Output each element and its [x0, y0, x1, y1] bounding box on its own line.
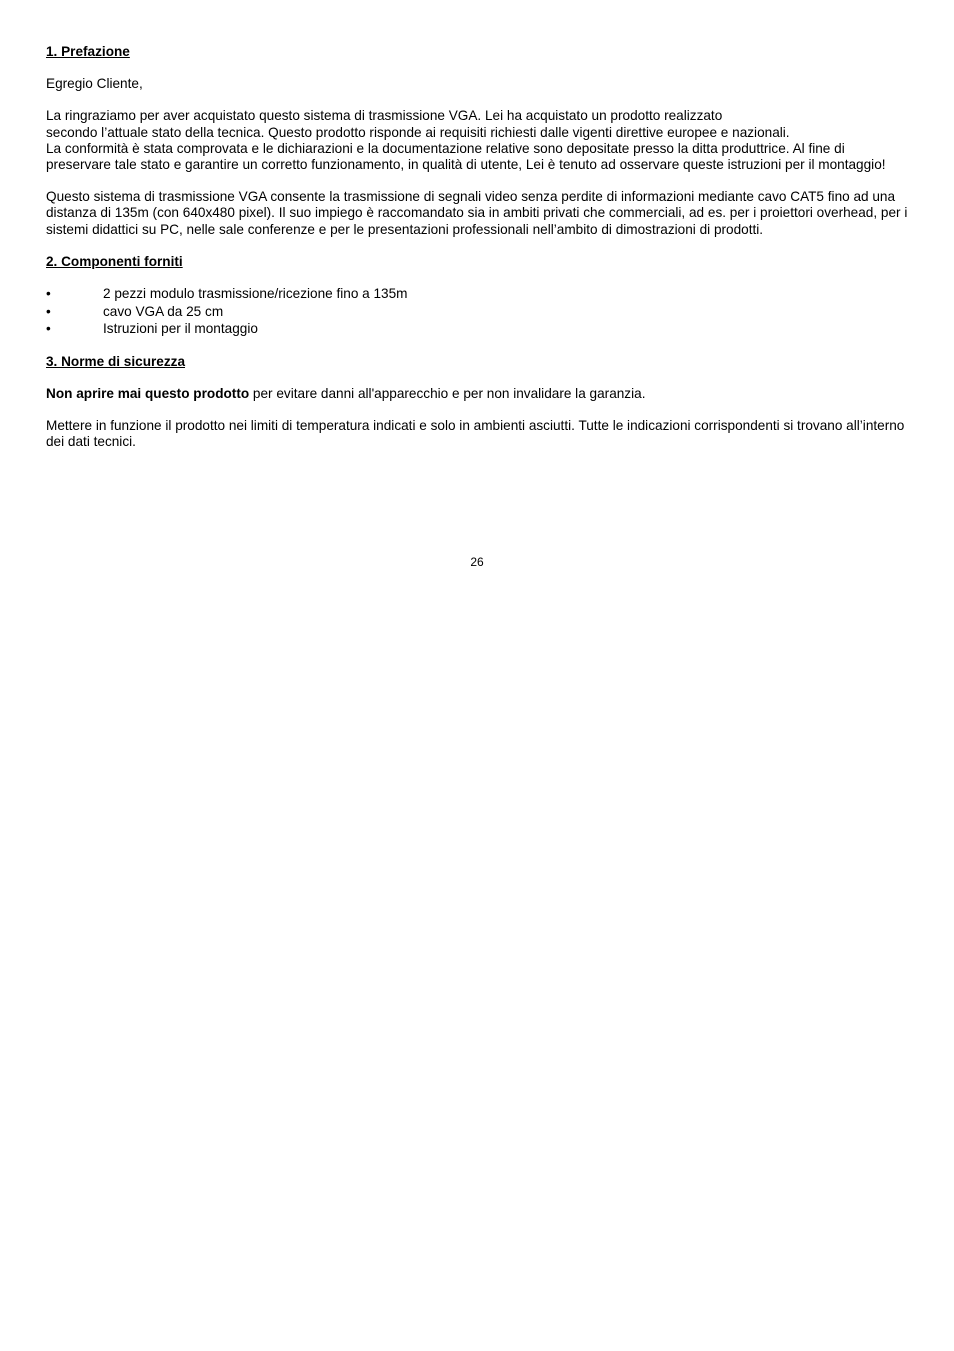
list-item-label: cavo VGA da 25 cm	[103, 303, 224, 319]
list-item-label: Istruzioni per il montaggio	[103, 321, 258, 337]
description-paragraph: Questo sistema di trasmissione VGA consente la trasmissione di segnali video senza perdite di informazioni mediante cavo CAT5 fino ad una distanza di 135m (con 640x480 pixel). Il suo impiego è raccomandato sia in ambiti privati che commerciali, ad es. per i proiettori overhead, per i sistemi didattici su PC, nelle sale conferenze e per le presentazioni professionali nell’ambito di dimostrazioni di prodotti.	[46, 189, 908, 237]
list-item	[46, 304, 912, 320]
section-heading-sicurezza: 3. Norme di sicurezza	[46, 353, 186, 369]
list-item	[46, 286, 912, 302]
bullet-icon: •	[46, 321, 51, 337]
intro-line-3: La conformità è stata comprovata e le dichiarazioni e la documentazione relative sono depositate presso la ditta produttrice. Al fine di preservare tale stato e garantire un corretto funzionamento, in qualità di utente, Lei è tenuto ad osservare queste istruzioni per il montaggio!	[46, 140, 886, 173]
components-list	[46, 286, 912, 338]
safety-conditions-paragraph: Mettere in funzione il prodotto nei limiti di temperatura indicati e solo in ambienti asciutti. Tutte le indicazioni corrispondenti si trovano all’interno dei dati tecnici.	[46, 418, 905, 450]
safety-warning-rest: per evitare danni all'apparecchio e per non invalidare la garanzia.	[249, 385, 646, 401]
intro-line-1: La ringraziamo per aver acquistato questo sistema di trasmissione VGA. Lei ha acquistato un prodotto realizzato	[46, 108, 723, 124]
safety-warning-paragraph	[46, 386, 912, 402]
greeting: Egregio Cliente,	[46, 76, 143, 92]
page-number: 26	[470, 555, 484, 569]
list-item-label: 2 pezzi modulo trasmissione/ricezione fino a 135m	[103, 286, 408, 302]
intro-line-2: secondo l’attuale stato della tecnica. Questo prodotto risponde ai requisiti richiesti dalle vigenti direttive europee e nazionali.	[46, 124, 790, 140]
list-item	[46, 321, 912, 337]
section-heading-componenti: 2. Componenti forniti	[46, 253, 183, 269]
section-heading-prefazione: 1. Prefazione	[46, 44, 130, 59]
bullet-icon: •	[46, 303, 51, 319]
bullet-icon: •	[46, 286, 51, 302]
intro-paragraph	[46, 108, 912, 173]
page-content	[46, 44, 912, 466]
safety-warning-bold: Non aprire mai questo prodotto	[46, 385, 250, 401]
